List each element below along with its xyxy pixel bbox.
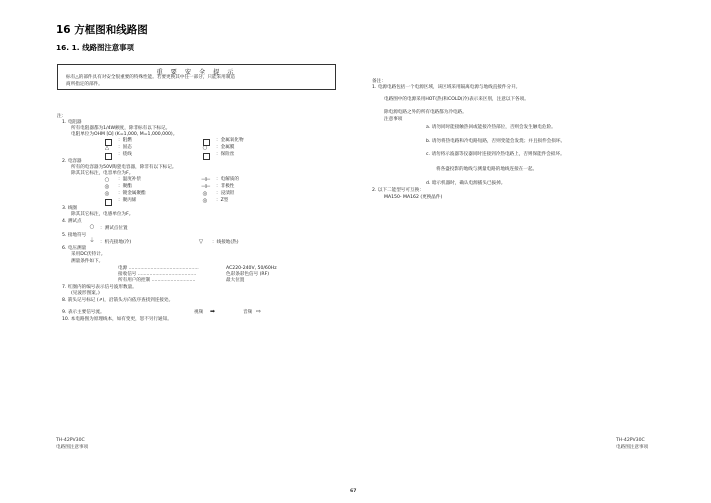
- caution-d: d. 暗示机器时，确认电源插头已拔掉。: [426, 181, 506, 186]
- item-6-line-a: 采用DC伏特计。: [71, 252, 106, 257]
- cap-tantalum-label: ：浸渍钽: [216, 191, 235, 196]
- item-3-line-a: 除其其它标注，电感单位为F。: [71, 212, 134, 217]
- z-type-icon: ◎: [202, 198, 208, 204]
- cap-metallized-label: ：镀金属聚酯: [118, 191, 146, 196]
- measure-power-label: 电源 ................................................: [118, 266, 199, 271]
- footer-right-model: TH-42PV30C: [616, 438, 645, 443]
- electrolytic-icon: ⊣⊢: [201, 177, 211, 183]
- item-5-ground: 5. 接地符号: [62, 233, 87, 238]
- safety-notice-line-2: 商所指定的部件。: [66, 81, 103, 87]
- remark-2-line-a: MA150- MA162 (更换晶件): [384, 195, 443, 200]
- remark-1-line-c: 注意事项: [384, 117, 403, 122]
- video-flow-arrow-icon: ➡: [210, 308, 216, 315]
- safety-notice-box: [57, 64, 336, 90]
- item-2-line-b: 除其其它标注，电容单位为F。: [71, 171, 134, 176]
- item-2-line-a: 所有的电容器为50V陶瓷电容器，除非有以下标记。: [71, 165, 177, 170]
- test-point-icon: ○: [89, 224, 95, 230]
- cap-temp-comp-label: ：温度补偿: [118, 177, 141, 182]
- caution-b: b. 请勿将热电路和冷电路短路，否则变能会发烧；并且损件会损坏。: [426, 139, 566, 144]
- resistor-fuse-label: ：保险丝: [216, 152, 235, 157]
- line-ground-icon: ▽: [198, 239, 204, 245]
- non-polar-icon: ⊣⊢: [201, 184, 211, 190]
- remark-2: 2. 以下二能型号可互换：: [372, 188, 424, 193]
- wire-wound-icon: [105, 153, 112, 160]
- measure-control-label: 所有用户的控制 ..............................: [118, 278, 196, 283]
- remark-1: 1. 电源电路包括一个电源区域，该区域采用隔离电源与地线直接件分开。: [372, 85, 521, 90]
- item-4-test-point: 4. 测试点: [62, 219, 82, 224]
- item-1-line-b: 电阻单位为OHM [Ω] (K=1,000, M=1,000,000)。: [71, 132, 178, 137]
- page-number: 67: [350, 489, 357, 494]
- caution-a: a. 请勿同时能接触热回或能接冷热部位，否则会发生触电危险。: [426, 125, 556, 130]
- caution-c-line-2: 将各盛投影的地线与测量电路的地线连接在一起。: [436, 167, 538, 172]
- cap-polyester-label: ：聚酯: [118, 184, 132, 189]
- audio-flow-arrow-icon: ⇨: [256, 308, 262, 315]
- note-label: 注：: [57, 114, 67, 119]
- item-9-signal-flow: 9. 表示主要信号流。: [62, 310, 105, 315]
- temp-comp-icon: ○: [104, 177, 110, 183]
- safety-notice-title: 重 要 安 全 提 示: [156, 69, 237, 76]
- resistor-metal-oxide-label: ：金属氧化物: [216, 138, 244, 143]
- chassis-ground-icon: ⏚: [89, 238, 95, 244]
- caution-c: c. 请勿将示波器等仪器同时连接到冷热电路上，否则保能件会损坏。: [426, 152, 565, 157]
- measure-power-value: AC220-240V, 50/60Hz: [226, 266, 277, 271]
- safety-notice-text: [66, 75, 235, 88]
- tantalum-icon: ◎: [202, 191, 208, 197]
- polyester-icon: ◎: [104, 184, 110, 190]
- cap-z-type-label: ：Z型: [216, 198, 229, 203]
- resistor-solid-label: ：固态: [118, 145, 132, 150]
- measure-signal-label: 接收信号 ........................................: [118, 272, 197, 277]
- chapter-title: 16 方框图和线路图: [56, 24, 148, 36]
- footer-right-subtitle: 电路图注意事项: [616, 445, 649, 450]
- metal-film-icon: ○: [202, 145, 208, 151]
- item-8-arrow: 8. 箭头记号标记 (⇗)，沿箭头方向依序查找到连接处。: [62, 298, 174, 303]
- item-1-line-a: 所有电阻器都为1/4W额度，除非标有以下标记。: [71, 126, 171, 131]
- item-3-coil: 3. 线圈: [62, 206, 78, 211]
- polypropylene-icon: [105, 199, 112, 206]
- cap-electrolytic-label: ：电解质的: [216, 177, 239, 182]
- resistor-flame-label: ：阻燃: [118, 138, 132, 143]
- footer-left-subtitle: 电路图注意事项: [56, 445, 89, 450]
- item-6-voltage: 6. 电压测量: [62, 246, 87, 251]
- measure-signal-value: 色彩条彩色信号 (RF): [226, 272, 270, 277]
- resistor-metal-film-label: ：金属膜: [216, 145, 235, 150]
- solid-resistor-icon: △: [104, 145, 110, 151]
- item-2-capacitor: 2. 电容器: [62, 159, 82, 164]
- remark-1-line-a: 电路图中的电源采用HOT(热)和COLD(冷)表示来区别，注意以下各项。: [384, 97, 529, 102]
- ground-line-label: ：线接地(热): [212, 240, 239, 245]
- ground-chassis-label: ：机壳接地(冷): [100, 240, 132, 245]
- metallized-polyester-icon: ◎: [104, 191, 110, 197]
- footer-left-model: TH-42PV30C: [56, 438, 85, 443]
- fuse-resistor-icon: [203, 153, 210, 160]
- remark-label: 备注：: [372, 79, 386, 84]
- item-7-waveform: 7. 红圈内的编号表示信号波形数量。: [62, 285, 137, 290]
- measure-control-value: 最大位置: [226, 278, 245, 283]
- video-flow-label: 视频: [194, 310, 204, 315]
- item-7-line-a: (见波形图案。): [71, 291, 100, 296]
- item-4-line-a: ：测试点位置: [100, 226, 128, 231]
- item-1-resistor: 1. 电阻器: [62, 120, 82, 125]
- audio-flow-label: 音频: [243, 310, 253, 315]
- item-10-disclaimer: 10. 本电路图为原理线本，如有变更，恕不另行通知。: [62, 317, 172, 322]
- cap-polypropylene-label: ：聚丙烯: [118, 198, 137, 203]
- cap-non-polar-label: ：非极性: [216, 184, 235, 189]
- item-6-line-b: 测量条件如下。: [71, 259, 104, 264]
- safety-notice-line-1: 标有△的部件具有对安全很重要的特殊性能。若要更换其中任一部分，只能采用制造: [66, 75, 235, 80]
- section-title: 16. 1. 线路图注意事项: [56, 43, 134, 52]
- resistor-wire-wound-label: ：绕线: [118, 152, 132, 157]
- remark-1-line-b: 除电源电路之外的所有电路都为冷电路。: [384, 110, 467, 115]
